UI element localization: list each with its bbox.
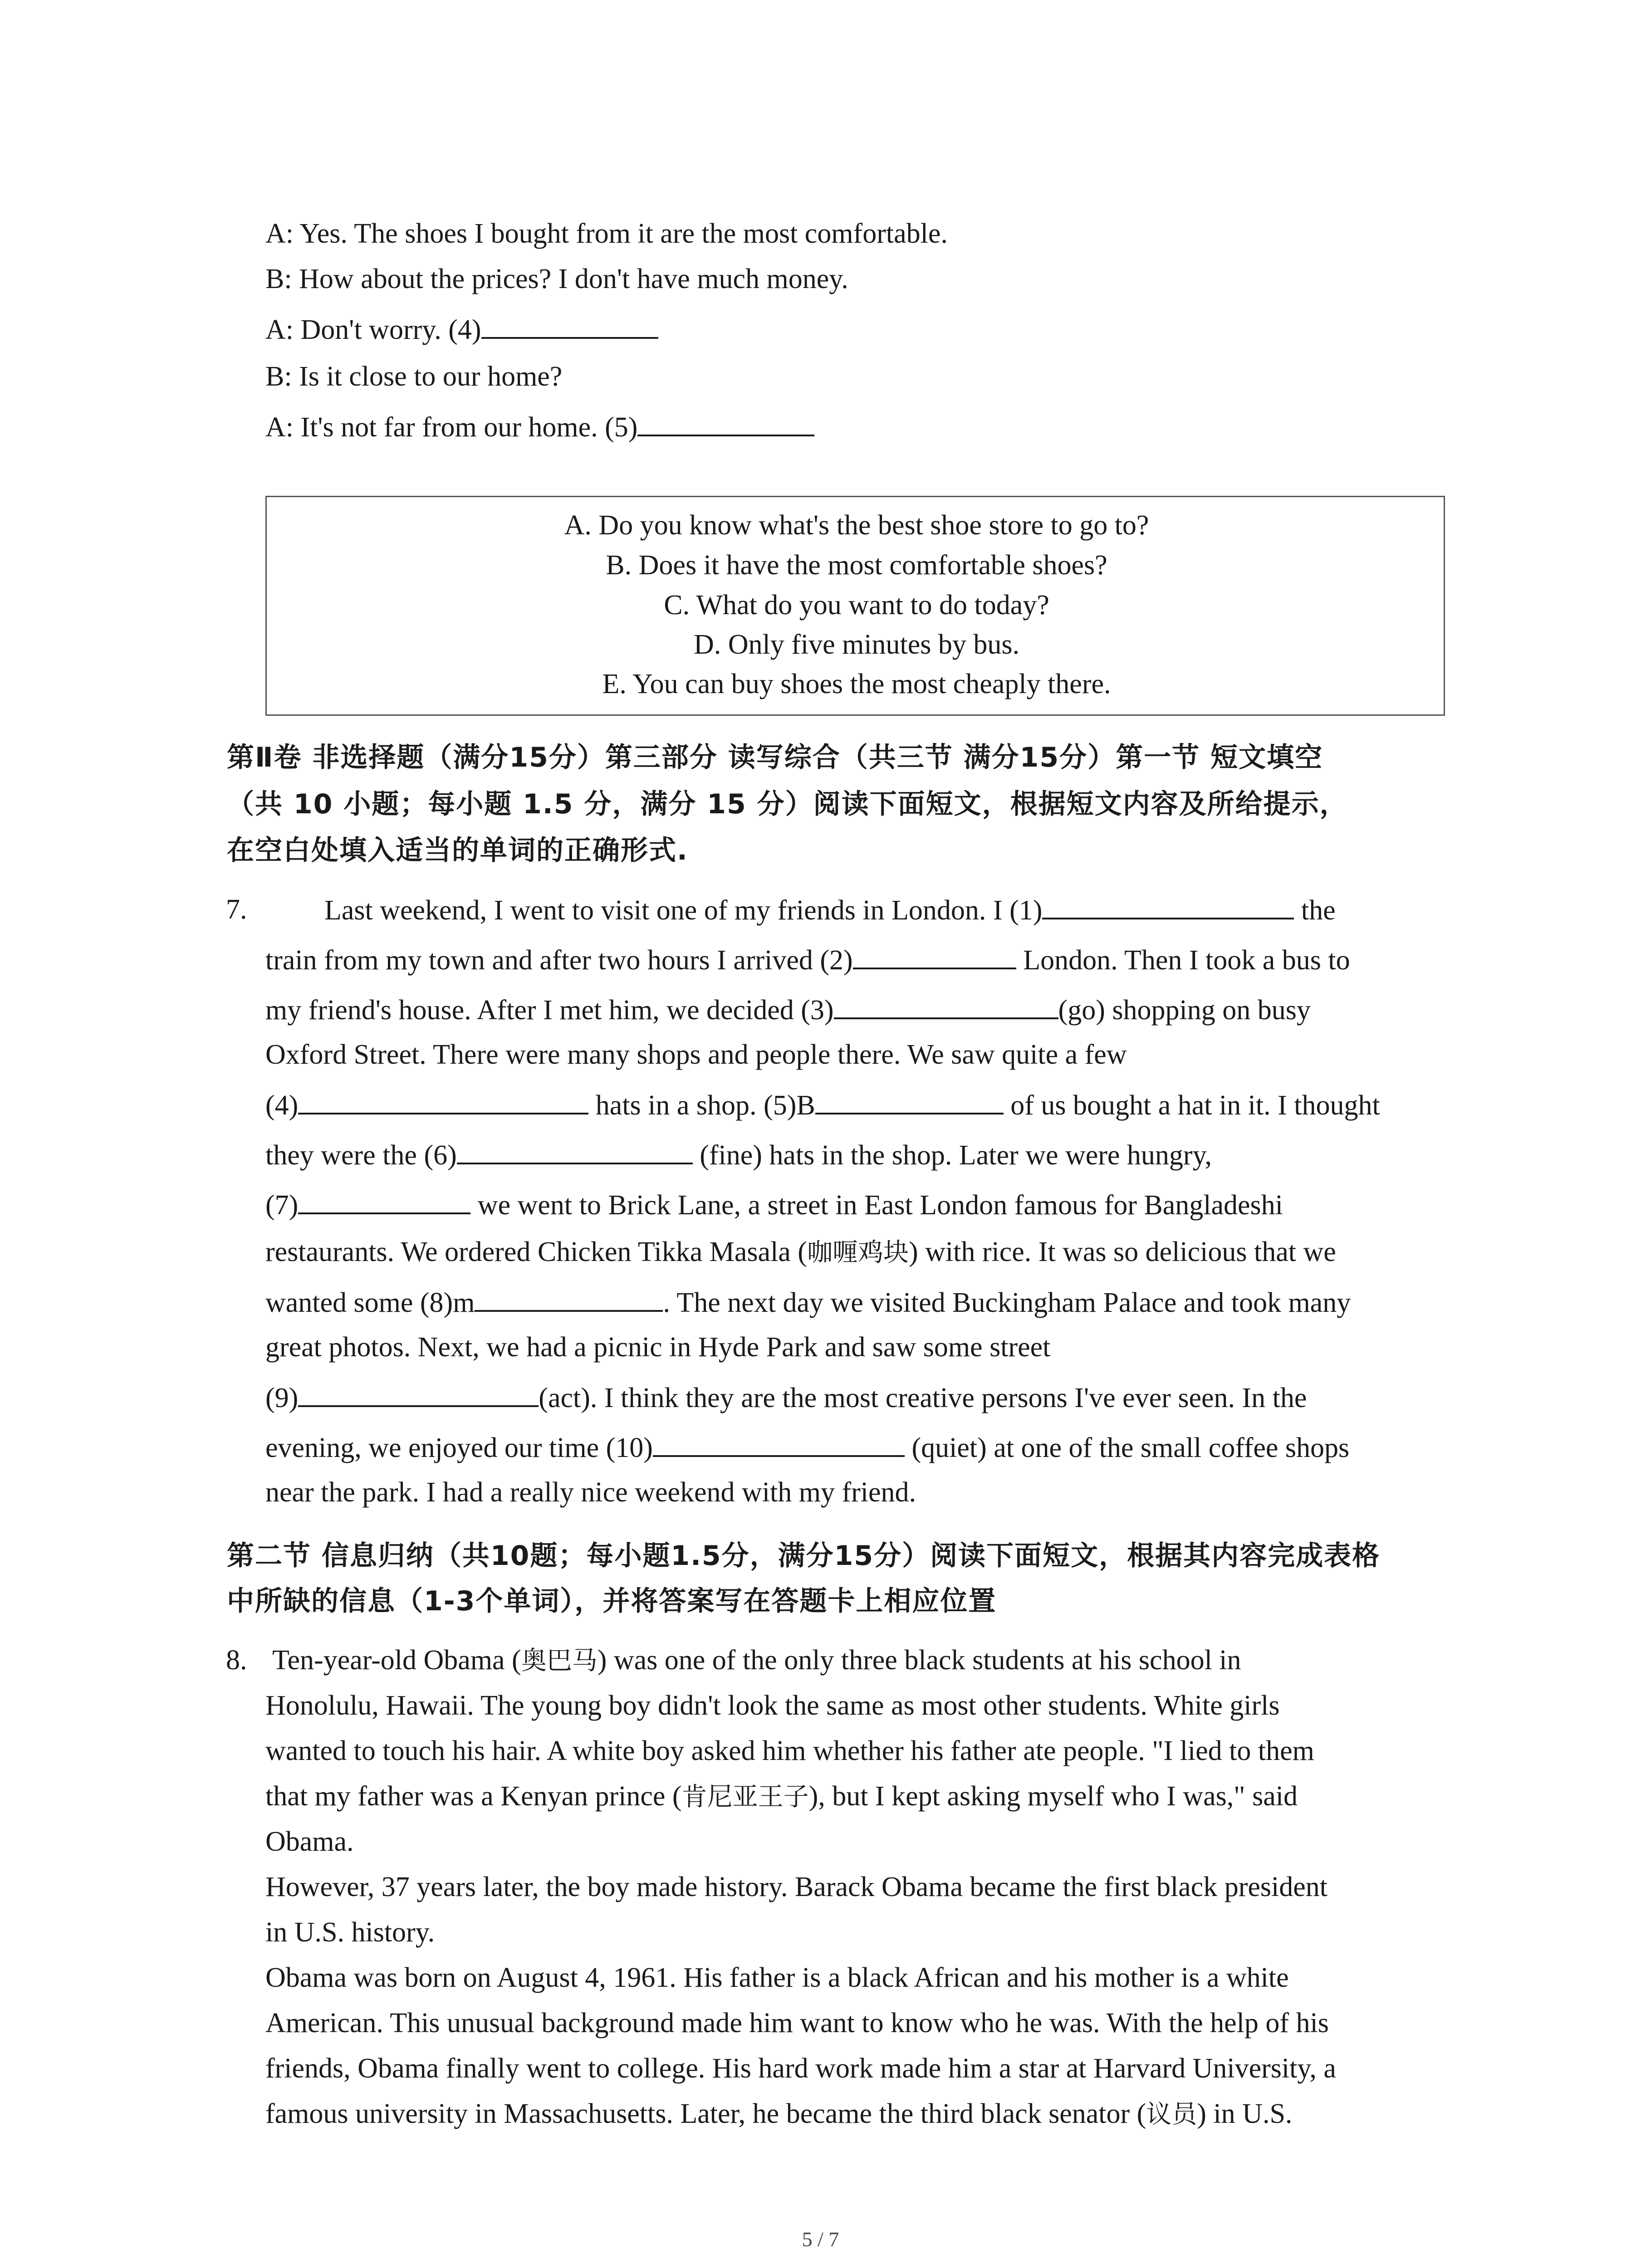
q7-line-8-tail: ) with rice. It was so delicious that we bbox=[908, 1237, 1336, 1267]
q7-line-8 bbox=[265, 1234, 1336, 1271]
q8-line-4-text: that my father was a Kenyan prince ( bbox=[265, 1781, 682, 1812]
q7-blank-1[interactable] bbox=[1042, 891, 1294, 919]
q7-line-8-chinese: 咖喱鸡块 bbox=[807, 1238, 909, 1267]
answer-blank-5[interactable] bbox=[637, 408, 814, 436]
q7-line-3-tail: (go) shopping on busy bbox=[1058, 995, 1311, 1026]
q8-line-1-tail: ) was one of the only three black students at his school in bbox=[597, 1645, 1241, 1676]
q7-blank-9[interactable] bbox=[298, 1379, 539, 1407]
question-7-number: 7. bbox=[226, 894, 247, 925]
q7-line-11 bbox=[265, 1379, 1307, 1416]
dialogue-line-4: B: Is it close to our home? bbox=[265, 361, 563, 392]
q7-line-6-text: they were the (6) bbox=[265, 1140, 457, 1171]
q8-line-1 bbox=[272, 1642, 1241, 1679]
q7-blank-6[interactable] bbox=[457, 1136, 693, 1164]
q7-line-9-tail: . The next day we visited Buckingham Palace and took many bbox=[663, 1287, 1351, 1318]
q8-line-8: Obama was born on August 4, 1961. His father is a black African and his mother is a white bbox=[265, 1962, 1289, 1993]
q8-line-3: wanted to touch his hair. A white boy asked him whether his father ate people. "I lied to them bbox=[265, 1735, 1314, 1766]
section-heading-line-2: （共 10 小题；每小题 1.5 分，满分 15 分）阅读下面短文，根据短文内容及所给提示， bbox=[227, 788, 1348, 820]
q7-line-1-text: Last weekend, I went to visit one of my friends in London. I (1) bbox=[324, 895, 1043, 926]
q7-line-5-mid: hats in a shop. (5)B bbox=[588, 1090, 815, 1121]
dialogue-line-3 bbox=[265, 311, 658, 348]
q7-line-12-tail: (quiet) at one of the small coffee shops bbox=[904, 1432, 1350, 1463]
q7-blank-3[interactable] bbox=[834, 991, 1058, 1019]
q7-blank-7[interactable] bbox=[298, 1186, 470, 1214]
q8-line-11 bbox=[265, 2096, 1292, 2133]
q8-line-5: Obama. bbox=[265, 1826, 354, 1857]
q8-line-9: American. This unusual background made him want to know who he was. With the help of his bbox=[265, 2008, 1329, 2038]
options-box bbox=[265, 496, 1445, 716]
q7-blank-5[interactable] bbox=[815, 1086, 1004, 1114]
q7-line-12 bbox=[265, 1429, 1349, 1466]
q8-line-11-chinese: 议员 bbox=[1146, 2100, 1197, 2129]
q7-line-7-tail: we went to Brick Lane, a street in East London famous for Bangladeshi bbox=[470, 1190, 1283, 1221]
option-b: B. Does it have the most comfortable shoes? bbox=[606, 550, 1107, 581]
q7-blank-2[interactable] bbox=[853, 941, 1016, 969]
q7-blank-4[interactable] bbox=[298, 1086, 588, 1114]
question-8-number: 8. bbox=[226, 1645, 247, 1676]
q8-line-6: However, 37 years later, the boy made history. Barack Obama became the first black president bbox=[265, 1872, 1327, 1902]
q7-line-13: near the park. I had a really nice weekend with my friend. bbox=[265, 1477, 916, 1508]
q7-line-12-text: evening, we enjoyed our time (10) bbox=[265, 1432, 653, 1463]
q7-line-2-text: train from my town and after two hours I arrived (2) bbox=[265, 945, 853, 976]
answer-blank-4[interactable] bbox=[481, 311, 658, 339]
q7-line-8-text: restaurants. We ordered Chicken Tikka Masala ( bbox=[265, 1237, 807, 1267]
q7-line-4: Oxford Street. There were many shops and people there. We saw quite a few bbox=[265, 1039, 1127, 1070]
q7-line-1-tail: the bbox=[1294, 895, 1336, 926]
option-d: D. Only five minutes by bus. bbox=[693, 629, 1020, 660]
q8-line-11-tail: ) in U.S. bbox=[1197, 2098, 1293, 2129]
section-heading-line-1: 第Ⅱ卷 非选择题（满分15分）第三部分 读写综合（共三节 满分15分）第一节 短文填空 bbox=[227, 742, 1323, 773]
q8-line-4-chinese: 肯尼亚王子 bbox=[681, 1782, 809, 1812]
page-number: 5 / 7 bbox=[802, 2228, 839, 2251]
dialogue-line-2: B: How about the prices? I don't have much money. bbox=[265, 264, 848, 294]
q8-line-10: friends, Obama finally went to college. His hard work made him a star at Harvard University, a bbox=[265, 2053, 1336, 2084]
q7-line-3 bbox=[265, 991, 1311, 1028]
q7-line-2-tail: London. Then I took a bus to bbox=[1016, 945, 1350, 976]
q8-line-4 bbox=[265, 1778, 1298, 1815]
section-heading-line-3: 在空白处填入适当的单词的正确形式. bbox=[227, 835, 688, 866]
option-a: A. Do you know what's the best shoe store to go to? bbox=[564, 510, 1149, 541]
q7-line-9-text: wanted some (8)m bbox=[265, 1287, 475, 1318]
q7-line-5-text: (4) bbox=[265, 1090, 299, 1121]
q8-line-1-text: Ten-year-old Obama ( bbox=[272, 1645, 521, 1676]
q7-line-5 bbox=[265, 1086, 1380, 1124]
dialogue-line-3-text: A: Don't worry. (4) bbox=[265, 314, 481, 345]
q8-line-1-chinese: 奥巴马 bbox=[521, 1646, 598, 1676]
q7-line-7-text: (7) bbox=[265, 1190, 299, 1221]
q8-line-4-tail: ), but I kept asking myself who I was," said bbox=[808, 1781, 1298, 1812]
q7-line-6-tail: (fine) hats in the shop. Later we were hungry, bbox=[692, 1140, 1212, 1171]
q7-line-5-tail: of us bought a hat in it. I thought bbox=[1003, 1090, 1380, 1121]
q7-line-7 bbox=[265, 1186, 1283, 1223]
q7-line-10: great photos. Next, we had a picnic in Hyde Park and saw some street bbox=[265, 1332, 1051, 1363]
q7-line-1 bbox=[324, 891, 1336, 929]
section3-heading-line-1: 第二节 信息归纳（共10题；每小题1.5分，满分15分）阅读下面短文，根据其内容完成表格 bbox=[227, 1540, 1381, 1572]
q7-blank-8[interactable] bbox=[475, 1284, 663, 1312]
q7-line-9 bbox=[265, 1284, 1351, 1321]
q7-line-3-text: my friend's house. After I met him, we decided (3) bbox=[265, 995, 834, 1026]
q8-line-11-text: famous university in Massachusetts. Later, he became the third black senator ( bbox=[265, 2098, 1146, 2129]
dialogue-line-5-text: A: It's not far from our home. (5) bbox=[265, 412, 638, 443]
dialogue-line-5 bbox=[265, 408, 814, 445]
q8-line-2: Honolulu, Hawaii. The young boy didn't look the same as most other students. White girls bbox=[265, 1690, 1280, 1721]
section3-heading-line-2: 中所缺的信息（1-3个单词），并将答案写在答题卡上相应位置 bbox=[227, 1585, 997, 1617]
q7-blank-10[interactable] bbox=[653, 1429, 905, 1457]
q7-line-11-tail: (act). I think they are the most creative persons I've ever seen. In the bbox=[539, 1383, 1307, 1413]
q7-line-2 bbox=[265, 941, 1350, 978]
option-c: C. What do you want to do today? bbox=[664, 590, 1049, 621]
q8-line-7: in U.S. history. bbox=[265, 1917, 435, 1948]
dialogue-line-1: A: Yes. The shoes I bought from it are the most comfortable. bbox=[265, 218, 948, 249]
q7-line-6 bbox=[265, 1136, 1212, 1173]
option-e: E. You can buy shoes the most cheaply there. bbox=[602, 669, 1111, 699]
q7-line-11-text: (9) bbox=[265, 1383, 299, 1413]
